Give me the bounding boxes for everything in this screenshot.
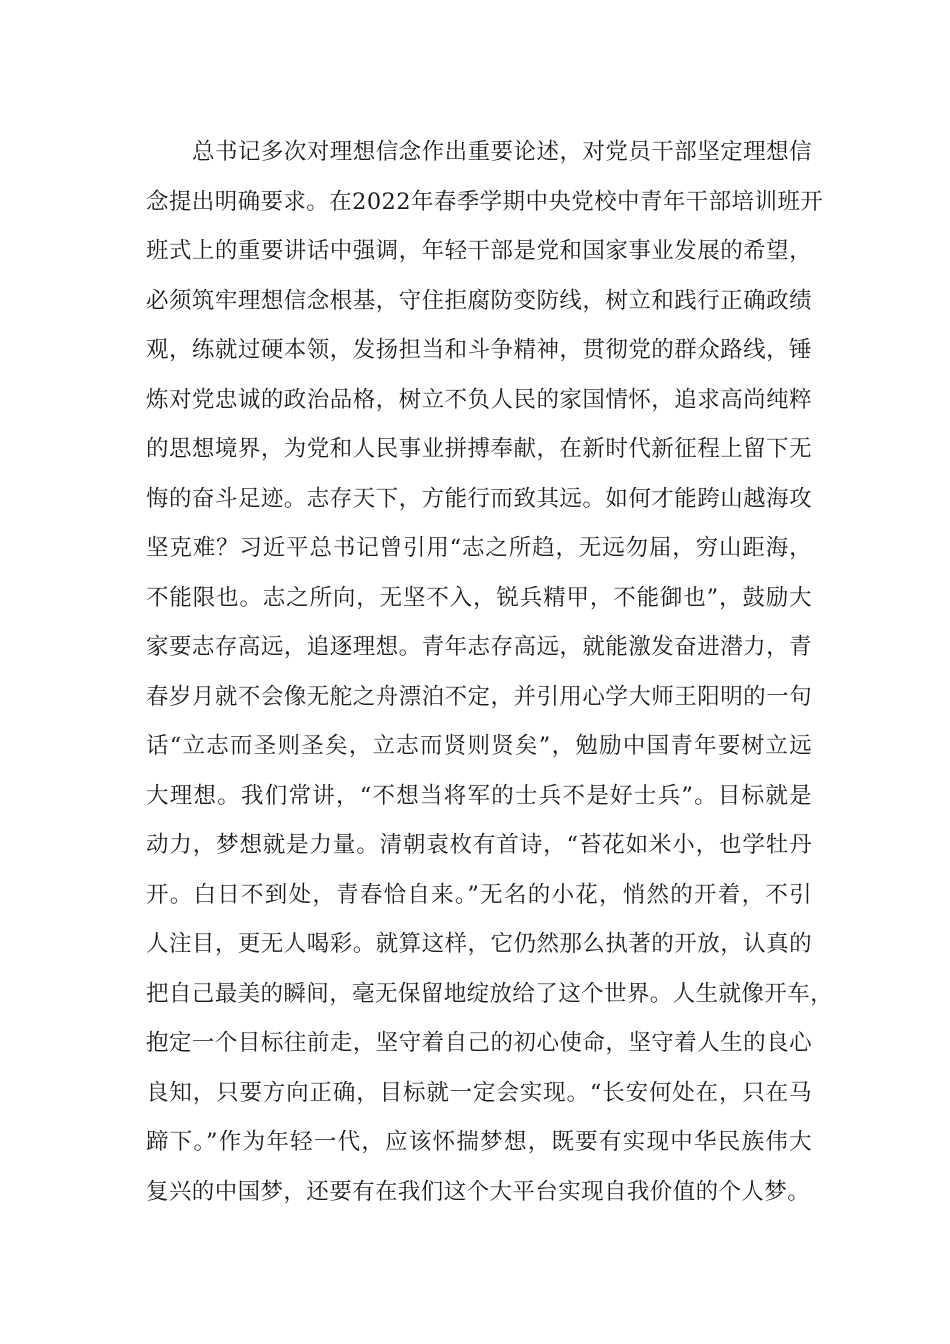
text-line: 必须筑牢理想信念根基，守住拒腐防变防线，树立和践行正确政绩 [146, 287, 812, 314]
text-line: 班式上的重要讲话中强调，年轻干部是党和国家事业发展的希望， [146, 238, 812, 264]
text-line: 念提出明确要求。在2022年春季学期中央党校中青年干部培训班开 [146, 188, 824, 215]
text-line: 话“立志而圣则圣矣，立志而贤则贤矣”，勉励中国青年要树立远 [146, 733, 812, 759]
text-line: 炼对党忠诚的政治品格，树立不负人民的家国情怀，追求高尚纯粹 [146, 386, 812, 413]
text-line: 动力，梦想就是力量。清朝袁枚有首诗，“苔花如米小，也学牡丹 [146, 832, 812, 858]
text-line: 的思想境界，为党和人民事业拼搏奉献，在新时代新征程上留下无 [146, 436, 812, 462]
body-paragraph [146, 128, 834, 1217]
text-line: 大理想。我们常讲，“不想当将军的士兵不是好士兵”。目标就是 [146, 782, 812, 809]
text-line: 春岁月就不会像无舵之舟漂泊不定，并引用心学大师王阳明的一句 [146, 683, 812, 710]
text-line: 不能限也。志之所向，无坚不入，锐兵精甲，不能御也”，鼓励大 [146, 584, 812, 611]
text-line: 开。白日不到处，青春恰自来。”无名的小花，悄然的开着，不引 [146, 881, 812, 908]
text-line: 悔的奋斗足迹。志存天下，方能行而致其远。如何才能跨山越海攻 [146, 485, 812, 512]
text-line: 把自己最美的瞬间，毫无保留地绽放给了这个世界。人生就像开车， [146, 980, 834, 1007]
text-line: 总书记多次对理想信念作出重要论述，对党员干部坚定理想信 [192, 139, 812, 165]
text-line: 抱定一个目标往前走，坚守着自己的初心使命，坚守着人生的良心 [146, 1030, 812, 1056]
text-line: 复兴的中国梦，还要有在我们这个大平台实现自我价值的个人梦。 [146, 1178, 811, 1205]
text-line: 坚克难？习近平总书记曾引用“志之所趋，无远勿届，穷山距海， [146, 535, 812, 561]
text-line: 蹄下。”作为年轻一代，应该怀揣梦想，既要有实现中华民族伟大 [146, 1129, 812, 1155]
text-line: 人注目，更无人喝彩。就算这样，它仍然那么执著的开放，认真的 [146, 931, 812, 957]
text-line: 良知，只要方向正确，目标就一定会实现。“长安何处在，只在马 [146, 1079, 812, 1106]
text-line: 家要志存高远，追逐理想。青年志存高远，就能激发奋进潜力，青 [146, 634, 812, 660]
text-line: 观，练就过硬本领，发扬担当和斗争精神，贯彻党的群众路线，锤 [146, 337, 812, 363]
